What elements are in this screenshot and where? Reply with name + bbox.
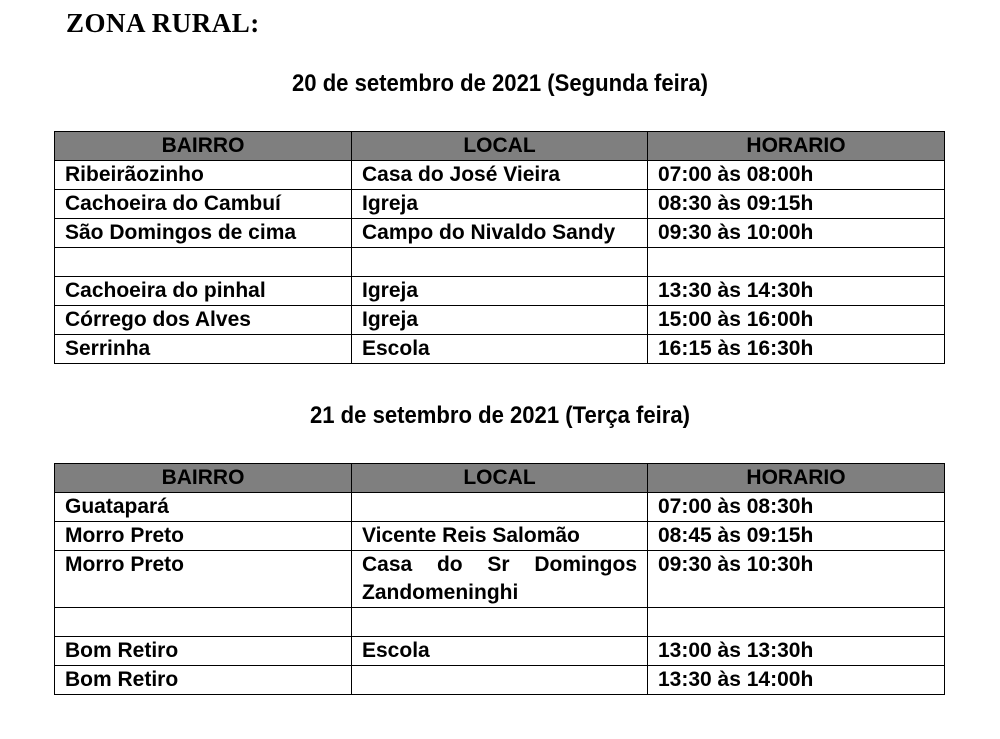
- cell-horario: 09:30 às 10:30h: [648, 551, 945, 608]
- cell-horario: 16:15 às 16:30h: [648, 335, 945, 364]
- table-row: [55, 306, 945, 335]
- cell-bairro: Córrego dos Alves: [55, 306, 352, 335]
- table-header-row: [55, 132, 945, 161]
- table-row-empty: [55, 248, 945, 277]
- cell-local: Vicente Reis Salomão: [352, 522, 648, 551]
- cell-local: [352, 666, 648, 695]
- cell-horario: 13:30 às 14:30h: [648, 277, 945, 306]
- cell-local: [352, 493, 648, 522]
- cell-bairro: São Domingos de cima: [55, 219, 352, 248]
- table-header-row: [55, 464, 945, 493]
- cell-bairro: [55, 248, 352, 277]
- schedule-table-day-2: [54, 463, 945, 695]
- table-row: [55, 161, 945, 190]
- cell-bairro: Guatapará: [55, 493, 352, 522]
- cell-local: Igreja: [352, 190, 648, 219]
- cell-bairro: Ribeirãozinho: [55, 161, 352, 190]
- cell-bairro: Serrinha: [55, 335, 352, 364]
- cell-local-line-1: Casa do Sr Domingos: [362, 553, 637, 576]
- column-header-bairro: BAIRRO: [55, 464, 352, 493]
- table-row: [55, 493, 945, 522]
- table-row: [55, 219, 945, 248]
- table-row: [55, 277, 945, 306]
- cell-horario: 13:30 às 14:00h: [648, 666, 945, 695]
- cell-local: Escola: [352, 637, 648, 666]
- schedule-table-day-1: [54, 131, 945, 364]
- column-header-local: LOCAL: [352, 464, 648, 493]
- table-row-empty: [55, 608, 945, 637]
- day-title-2: 21 de setembro de 2021 (Terça feira): [309, 402, 691, 429]
- cell-bairro: Bom Retiro: [55, 666, 352, 695]
- cell-local-line-2: Zandomeninghi: [362, 581, 519, 604]
- table-row: [55, 335, 945, 364]
- cell-local: [352, 248, 648, 277]
- cell-horario: [648, 248, 945, 277]
- table-row: [55, 637, 945, 666]
- cell-local: [352, 608, 648, 637]
- cell-horario: [648, 608, 945, 637]
- cell-local: Igreja: [352, 306, 648, 335]
- cell-local: Casa do José Vieira: [352, 161, 648, 190]
- day-title-1: 20 de setembro de 2021 (Segunda feira): [291, 70, 708, 97]
- page-heading: ZONA RURAL:: [66, 8, 260, 38]
- cell-local: Escola: [352, 335, 648, 364]
- cell-horario: 08:30 às 09:15h: [648, 190, 945, 219]
- cell-bairro: Morro Preto: [55, 522, 352, 551]
- table-row: [55, 666, 945, 695]
- cell-horario: 13:00 às 13:30h: [648, 637, 945, 666]
- table-row: [55, 522, 945, 551]
- column-header-bairro: BAIRRO: [55, 132, 352, 161]
- cell-horario: 08:45 às 09:15h: [648, 522, 945, 551]
- cell-bairro: [55, 608, 352, 637]
- cell-local: Igreja: [352, 277, 648, 306]
- cell-local: [352, 551, 648, 608]
- cell-bairro: Cachoeira do Cambuí: [55, 190, 352, 219]
- column-header-local: LOCAL: [352, 132, 648, 161]
- table-row: [55, 190, 945, 219]
- cell-horario: 09:30 às 10:00h: [648, 219, 945, 248]
- cell-bairro: Morro Preto: [55, 551, 352, 608]
- column-header-horario: HORARIO: [648, 132, 945, 161]
- cell-local: Campo do Nivaldo Sandy: [352, 219, 648, 248]
- cell-horario: 07:00 às 08:00h: [648, 161, 945, 190]
- table-row: [55, 551, 945, 608]
- cell-bairro: Bom Retiro: [55, 637, 352, 666]
- cell-horario: 15:00 às 16:00h: [648, 306, 945, 335]
- column-header-horario: HORARIO: [648, 464, 945, 493]
- cell-horario: 07:00 às 08:30h: [648, 493, 945, 522]
- cell-bairro: Cachoeira do pinhal: [55, 277, 352, 306]
